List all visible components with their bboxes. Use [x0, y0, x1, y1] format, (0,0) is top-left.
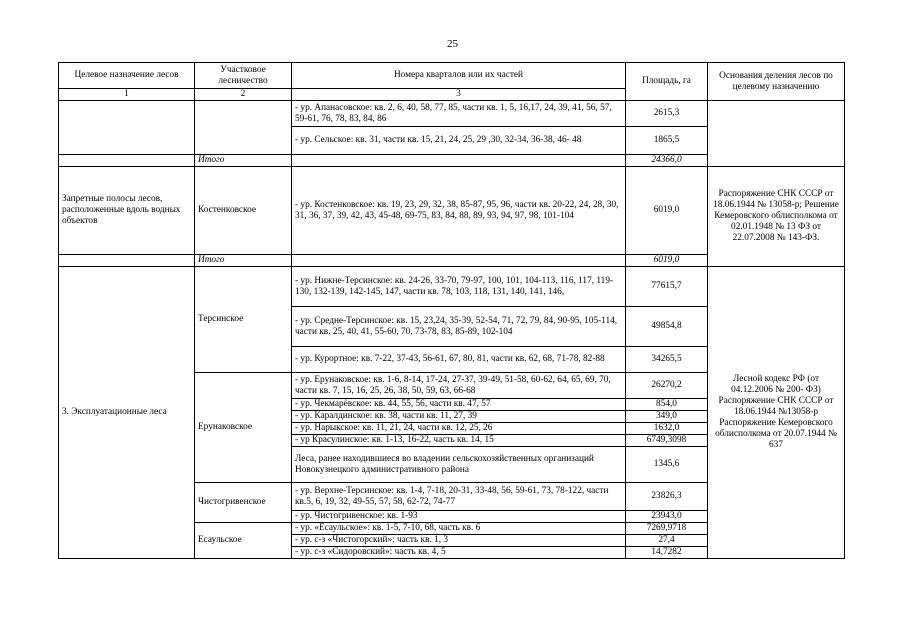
quarters-karaldinskoe: - ур. Каралдинское: кв. 38, части кв. 11, 27, 39 [292, 411, 626, 423]
purpose-cell-empty [59, 101, 195, 155]
area-chekmarevskoe: 854,0 [626, 399, 708, 411]
quarters-selskoe: - ур. Сельское: кв. 31, части кв. 15, 21, 24, 25, 29 ,30, 32-34, 36-38, 46- 48 [292, 127, 626, 155]
area-chistogrivenskoe: 23943,0 [626, 511, 708, 523]
total-purpose-empty [59, 255, 195, 267]
basis-zapretnye: Распоряжение СНК СССР от 18.06.1944 № 13058-р; Решение Кемеровского облисполкома от 02.01.1948 № 13 ФЗ от 22.07.2008 № 143-ФЗ. [708, 167, 845, 267]
total-quarters-empty [292, 255, 626, 267]
quarters-kostenkovskoe: - ур. Костенковское: кв. 19, 23, 29, 32, 38, 85-87, 95, 96, части кв. 20-22, 24, 28, 30, 31, 36, 37, 39, 42, 43, 45-48, 69-75, 83, 84, 88, 89, 93, 94, 97, 98, 101-104 [292, 167, 626, 255]
col-number-2: 2 [195, 89, 292, 101]
quarters-nizhne-tersinskoe: - ур. Нижне-Терсинское: кв. 24-26, 33-70, 79-97, 100, 101, 104-113, 116, 117, 119-130, 132-139, 142-145, 147, части кв. 78, 103, 118, 131, 140, 141, 146, [292, 267, 626, 307]
quarters-narykskoe: - ур. Нарыкское: кв. 11, 21, 24, части кв. 12, 25, 26 [292, 423, 626, 435]
forestry-chistogrivenskoe: Чистогривенское [195, 483, 292, 523]
quarters-chistogrivenskoe: - ур. Чистогривенское: кв. 1-93 [292, 511, 626, 523]
area-erunakovskoe: 26270,2 [626, 373, 708, 399]
area-sredne-tersinskoe: 49854,8 [626, 307, 708, 347]
area-narykskoe: 1632,0 [626, 423, 708, 435]
quarters-sredne-tersinskoe: - ур. Средне-Терсинское: кв. 15, 23,24, 35-39, 52-54, 71, 72, 79, 84, 90-95, 105-114, части кв. 25, 40, 41, 55-60, 70, 73-78, 83, 85-89, 102-104 [292, 307, 626, 347]
total-purpose-empty [59, 155, 195, 167]
quarters-sidorovsky: - ур. с-з «Сидоровский»: часть кв. 4, 5 [292, 547, 626, 559]
area-nizhne-tersinskoe: 77615,7 [626, 267, 708, 307]
quarters-chekmarevskoe: - ур. Чекмарёвское: кв. 44, 55, 56, части кв. 47, 57 [292, 399, 626, 411]
table-row [59, 267, 845, 307]
forestry-tersinskoe: Терсинское [195, 267, 292, 373]
quarters-verkhne-tersinskoe: - ур. Верхне-Терсинское: кв. 1-4, 7-18, 20-31, 33-48, 56, 59-61, 73, 78-122, части кв.5, 6, 19, 32, 49-55, 57, 58, 62-72, 74-77 [292, 483, 626, 511]
quarters-kurortnoe: - ур. Курортное: кв. 7-22, 37-43, 56-61, 67, 80, 81, части кв. 62, 68, 71-78, 82-88 [292, 347, 626, 373]
forestry-esaulskoe: Есаульское [195, 523, 292, 559]
header-area: Площадь, га [626, 63, 708, 101]
area-krasulinskoe: 6749,3098 [626, 435, 708, 447]
area-apanasovskoe: 2615,3 [626, 101, 708, 127]
purpose-exploitation: 3. Эксплуатационные леса [59, 267, 195, 559]
col-number-1: 1 [59, 89, 195, 101]
area-esaulskoe: 7269,9718 [626, 523, 708, 535]
quarters-former-agricultural: Леса, ранее находившиеся во владении сельскохозяйственных организаций Новокузнецкого административного района [292, 447, 626, 483]
table-header-row [59, 63, 845, 89]
area-kurortnoe: 34265,5 [626, 347, 708, 373]
page-number: 25 [447, 38, 458, 50]
area-chistogorsky: 27,4 [626, 535, 708, 547]
quarters-erunakovskoe: - ур. Ерунаковское: кв. 1-6, 8-14, 17-24, 27-37, 39-49, 51-58, 60-62, 64, 65, 69, 70, части кв. 7, 15, 16, 25, 26, 38, 50, 59, 63, 66-68 [292, 373, 626, 399]
header-quarters: Номера кварталов или их частей [292, 63, 626, 89]
basis-exploitation: Лесной кодекс РФ (от 04.12.2006 № 200- ФЗ) Распоряжение СНК СССР от 18.06.1944 №13058-р Распоряжение Кемеровского облисполкома от 20.07.1944 № 637 [708, 267, 845, 559]
forestry-cell-empty [195, 101, 292, 155]
total-value: 24366,0 [626, 155, 708, 167]
area-verkhne-tersinskoe: 23826,3 [626, 483, 708, 511]
area-selskoe: 1865,5 [626, 127, 708, 155]
total-label: Итого [195, 155, 292, 167]
area-karaldinskoe: 349,0 [626, 411, 708, 423]
table-row [59, 101, 845, 127]
total-quarters-empty [292, 155, 626, 167]
forestry-erunakovskoe: Ерунаковское [195, 373, 292, 483]
purpose-zapretnye: Запретные полосы лесов, расположенные вдоль водных объектов [59, 167, 195, 255]
area-former-agricultural: 1345,6 [626, 447, 708, 483]
quarters-esaulskoe: - ур. «Есаульское»: кв. 1-5, 7-10, 68, часть кв. 6 [292, 523, 626, 535]
area-kostenkovskoe: 6019,0 [626, 167, 708, 255]
table-row [59, 167, 845, 255]
quarters-krasulinskoe: - ур Красулинское: кв. 1-13, 16-22, часть кв. 14, 15 [292, 435, 626, 447]
header-purpose: Целевое назначение лесов [59, 63, 195, 89]
total-label: Итого [195, 255, 292, 267]
total-value: 6019,0 [626, 255, 708, 267]
basis-cell-empty [708, 101, 845, 167]
quarters-chistogorsky: - ур. с-з «Чистогорский»: часть кв. 1, 3 [292, 535, 626, 547]
forest-purpose-table [58, 62, 845, 559]
header-forestry: Участковое лесничество [195, 63, 292, 89]
quarters-apanasovskoe: - ур. Апанасовское: кв. 2, 6, 40, 58, 77, 85, части кв. 1, 5, 16,17, 24, 39, 41, 56, 57, 59-61, 76, 78, 83, 84, 86 [292, 101, 626, 127]
col-number-3: 3 [292, 89, 626, 101]
header-basis: Основания деления лесов по целевому назначению [708, 63, 845, 101]
forestry-kostenkovskoe: Костенковское [195, 167, 292, 255]
area-sidorovsky: 14,7282 [626, 547, 708, 559]
